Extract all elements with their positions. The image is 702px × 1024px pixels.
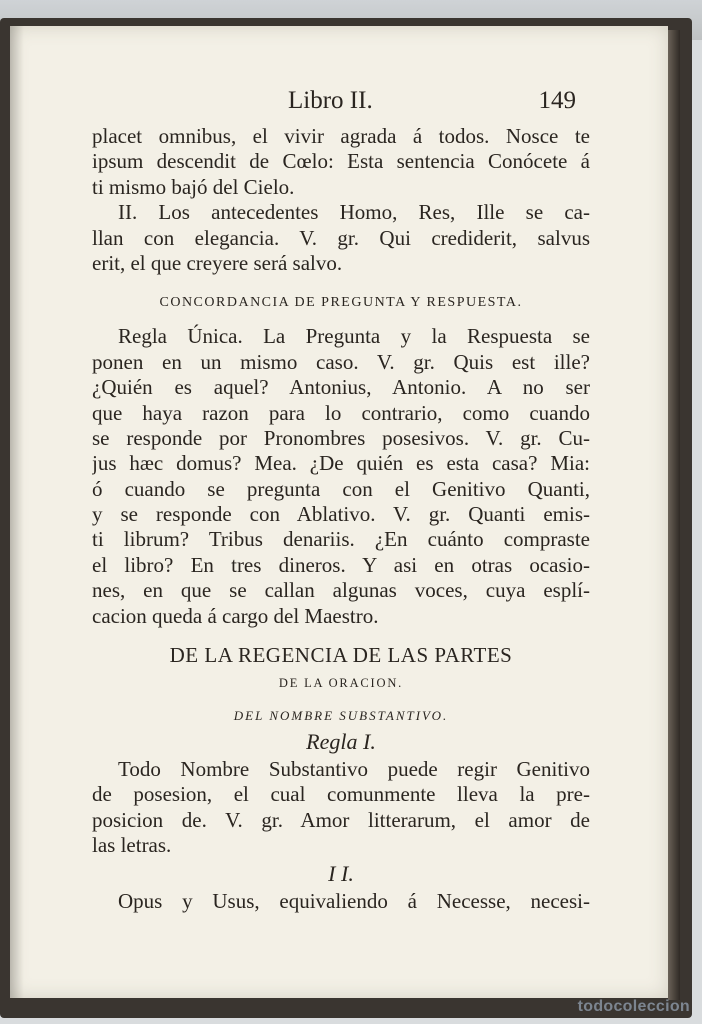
paragraph-3 (92, 324, 590, 629)
text-line: se responde por Pronombres posesivos. V. gr. Cu- (92, 425, 590, 450)
running-title: Libro II. (288, 87, 373, 114)
text-line: ti mismo bajó del Cielo. (92, 174, 295, 199)
rule-title-1: Regla I. (306, 729, 376, 755)
text-line: erit, el que creyere será salvo. (92, 250, 343, 275)
page-number: 149 (538, 87, 576, 114)
page-text (92, 88, 590, 914)
section-subheading-oracion: DE LA ORACION. (278, 676, 404, 691)
text-line: Todo Nombre Substantivo puede regir Genitivo (118, 757, 590, 782)
section-heading-regencia: DE LA REGENCIA DE LAS PARTES (169, 643, 513, 668)
text-line: ¿Quién es aquel? Antonius, Antonio. A no ser (92, 375, 590, 400)
text-line: nes, en que se callan algunas voces, cuya esplí- (92, 578, 590, 603)
text-line: ó cuando se pregunta con el Genitivo Quanti, (92, 476, 590, 501)
text-line: II. Los antecedentes Homo, Res, Ille se ca- (118, 200, 590, 225)
text-line: placet omnibus, el vivir agrada á todos. Nosce te (92, 124, 590, 148)
paragraph-4 (92, 757, 590, 859)
section-heading-concordancia: CONCORDANCIA DE PREGUNTA Y RESPUESTA. (159, 295, 523, 311)
text-line: ipsum descendit de Cœlo: Esta sentencia Conócete á (92, 149, 590, 174)
text-line: ti librum? Tribus denariis. ¿En cuánto compraste (92, 527, 590, 552)
running-header (92, 88, 590, 124)
text-line: ponen en un mismo caso. V. gr. Quis est ille? (92, 349, 590, 374)
paragraph-5 (92, 889, 590, 914)
text-line: llan con elegancia. V. gr. Qui crediderit, salvus (92, 225, 590, 250)
text-line: de posesion, el cual comunmente lleva la pre- (92, 782, 590, 807)
text-line: posicion de. V. gr. Amor litterarum, el amor de (92, 807, 590, 832)
text-line: las letras. (92, 833, 172, 858)
text-line: jus hæc domus? Mea. ¿De quién es esta casa? Mia: (92, 451, 590, 476)
watermark: todocoleccion (577, 998, 690, 1015)
paragraph-1 (92, 124, 590, 200)
page-edges (668, 30, 680, 1000)
subsection-heading-nombre: DEL NOMBRE SUBSTANTIVO. (233, 708, 449, 724)
text-line: cacion queda á cargo del Maestro. (92, 603, 379, 628)
rule-title-2: I I. (328, 860, 354, 886)
text-line: el libro? En tres dineros. Y asi en otras ocasio- (92, 552, 590, 577)
text-line: que haya razon para lo contrario, como cuando (92, 400, 590, 425)
text-line: Opus y Usus, equivaliendo á Necesse, necesi- (118, 888, 590, 913)
spine-shadow (10, 26, 24, 998)
text-line: Regla Única. La Pregunta y la Respuesta se (118, 324, 590, 349)
paragraph-2 (92, 200, 590, 276)
text-line: y se responde con Ablativo. V. gr. Quanti emis- (92, 502, 590, 527)
